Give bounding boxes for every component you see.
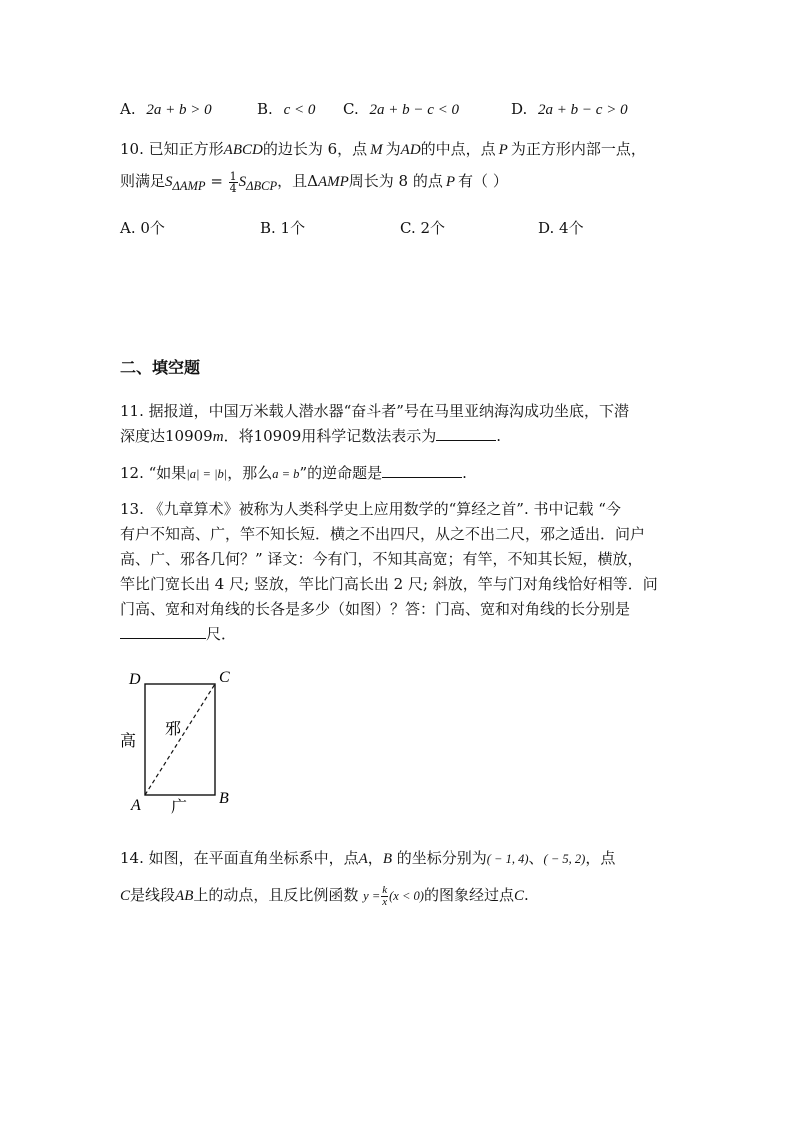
text: . — [496, 427, 502, 445]
q9-option-b — [257, 98, 315, 121]
q13-line1: 13. 《九章算术》被称为人类科学史上应用数学的“算经之首”. 书中记载 “今 — [120, 500, 621, 518]
vertex-label-a: A — [131, 797, 141, 814]
text: ．将10909用科学记数法表示为 — [223, 427, 437, 445]
option-label: B. — [257, 100, 273, 118]
math: S — [165, 174, 173, 190]
vertex-label-d: D — [129, 671, 141, 688]
math: AD — [400, 142, 421, 158]
fraction-numerator: 1 — [229, 169, 237, 183]
section-heading: 二、填空题 — [120, 358, 201, 377]
q13-line3: 高、广、邪各几何？” 译文：今有门，不知其高宽；有竿，不知其长短，横放， — [120, 550, 643, 568]
option-expr: 2a + b > 0 — [146, 102, 212, 118]
text: 尺． — [206, 625, 237, 643]
fraction — [229, 171, 238, 194]
q9-option-d — [511, 98, 628, 121]
height-label: 高 — [120, 733, 137, 750]
text: 深度达10909 — [120, 427, 213, 445]
q10-line1 — [120, 138, 646, 161]
width-label: 广 — [171, 799, 188, 816]
text: ，点 — [585, 849, 616, 867]
door-figure — [115, 662, 255, 822]
math: P — [498, 142, 508, 158]
math: AB — [175, 888, 194, 904]
q14-line1 — [120, 847, 615, 870]
text: 的图象经过点 — [423, 886, 514, 904]
text: 则满足 — [120, 172, 166, 190]
text: 上的动点，且反比例函数 — [193, 886, 364, 904]
text: 有（ ） — [458, 172, 508, 190]
q10-option-c: C. 2个 — [400, 219, 446, 237]
fraction-numerator: k — [382, 883, 388, 896]
math: y = — [363, 889, 381, 903]
math: |a| = |b| — [186, 467, 228, 481]
question-number: 10. — [120, 140, 144, 158]
text: 是线段 — [130, 886, 176, 904]
q11-line2 — [120, 425, 501, 448]
q9-option-c — [343, 98, 459, 121]
text: 的边长为 6，点 — [262, 140, 368, 158]
math: m — [212, 429, 224, 445]
math: C — [513, 888, 524, 904]
text: 为正方形内部一点， — [510, 140, 646, 158]
math: a = b — [272, 467, 300, 481]
q13-line4: 竿比门宽长出 4 尺; 竖放，竿比门高长出 2 尺; 斜放，竿与门对角线恰好相等．问 — [120, 575, 658, 593]
option-expr: 2a + b − c < 0 — [369, 102, 460, 118]
text: 的坐标分别为 — [391, 849, 487, 867]
diagonal-label: 邪 — [165, 721, 182, 738]
q10-option-b: B. 1个 — [260, 219, 306, 237]
option-expr: 2a + b − c > 0 — [538, 102, 628, 118]
option-label: A. — [120, 100, 136, 118]
math: P — [445, 174, 456, 190]
vertex-label-b: B — [219, 790, 229, 807]
fraction — [381, 885, 388, 908]
q13-line2: 有户不知高、广，竿不知长短．横之不出四尺，从之不出二尺，邪之适出．问户 — [120, 525, 646, 543]
math: M — [370, 142, 383, 158]
fraction-denominator: x — [382, 895, 388, 908]
text: 为 — [385, 140, 401, 158]
math: ( − 1, 4) — [486, 852, 529, 866]
q13-line6 — [120, 623, 236, 645]
diagonal-line — [145, 684, 215, 795]
q10-option-d: D. 4个 — [538, 219, 584, 237]
option-expr: c < 0 — [283, 102, 316, 118]
q10-option-a: A. 0个 — [120, 219, 165, 237]
text: ， — [367, 849, 383, 867]
math-subscript: ΔAMP — [172, 179, 206, 193]
text: ”的逆命题是 — [299, 464, 383, 482]
math: C — [120, 888, 131, 904]
math: B — [382, 851, 392, 867]
text: ，且Δ — [277, 172, 318, 190]
text: 的中点，点 — [420, 140, 496, 158]
q12-line — [120, 462, 467, 485]
q14-line2 — [120, 884, 529, 908]
text: 周长为 8 的点 — [348, 172, 443, 190]
math-subscript: ΔBCP — [246, 179, 278, 193]
text: 、 — [528, 849, 544, 867]
text: 12. “如果 — [120, 464, 187, 482]
math: ( − 5, 2) — [543, 852, 586, 866]
math: AMP — [317, 174, 349, 190]
math: ABCD — [223, 142, 263, 158]
math: = — [205, 172, 228, 190]
q9-option-a — [120, 98, 212, 121]
text: 14. 如图，在平面直角坐标系中，点 — [120, 849, 359, 867]
option-label: D. — [511, 100, 528, 118]
math: S — [238, 174, 247, 190]
q10-line2 — [120, 170, 508, 197]
math: A — [358, 851, 368, 867]
vertex-label-c: C — [219, 669, 230, 686]
option-label: C. — [343, 100, 359, 118]
text: . — [462, 464, 467, 482]
answer-blank[interactable] — [120, 624, 206, 639]
text: ，那么 — [227, 464, 273, 482]
text: . — [523, 886, 529, 904]
math: (x < 0) — [389, 889, 424, 903]
fraction-denominator: 4 — [229, 181, 237, 195]
q11-line1: 11. 据报道，中国万米载人潜水器“奋斗者”号在马里亚纳海沟成功坐底，下潜 — [120, 402, 629, 420]
text: 已知正方形 — [148, 140, 224, 158]
q13-line5: 门高、宽和对角线的长各是多少（如图）？答：门高、宽和对角线的长分别是 — [120, 600, 631, 618]
answer-blank[interactable] — [436, 426, 496, 441]
answer-blank[interactable] — [382, 463, 462, 478]
